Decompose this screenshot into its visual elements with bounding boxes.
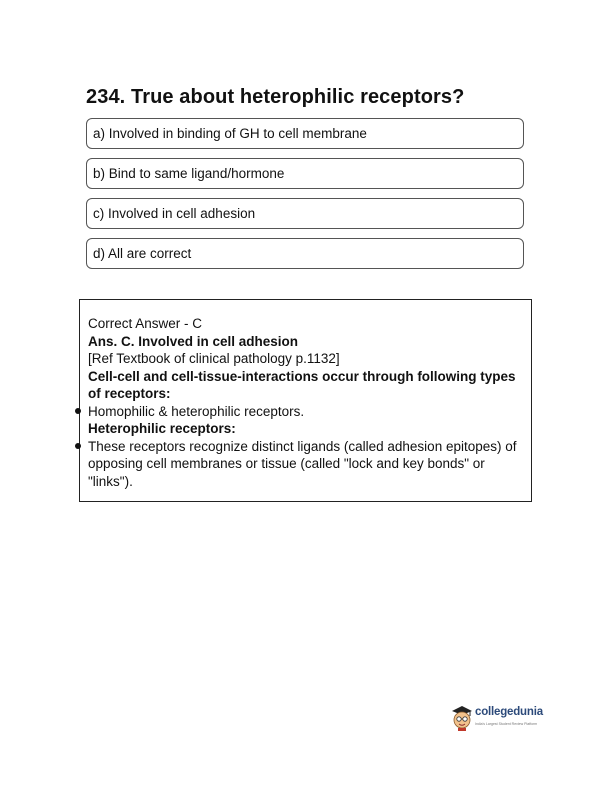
collegedunia-logo bbox=[451, 704, 551, 734]
receptor-types-heading: Cell-cell and cell-tissue-interactions occur through following types of receptors: bbox=[88, 368, 516, 401]
reference-line: [Ref Textbook of clinical pathology p.1132] bbox=[88, 351, 340, 366]
logo-tagline: India's Largest Student Review Platform bbox=[475, 722, 538, 726]
bullet-text: These receptors recognize distinct ligands (called adhesion epitopes) of opposing cell membranes or tissue (called "lock and key bonds" or "links"). bbox=[88, 438, 517, 489]
option-b[interactable]: b) Bind to same ligand/hormone bbox=[86, 158, 524, 189]
option-d[interactable]: d) All are correct bbox=[86, 238, 524, 269]
bullet-item bbox=[88, 438, 523, 491]
mascot-icon bbox=[451, 705, 473, 731]
correct-answer-line: Correct Answer - C bbox=[88, 316, 203, 331]
answer-line: Ans. C. Involved in cell adhesion bbox=[88, 333, 299, 349]
bullet-icon bbox=[75, 443, 81, 449]
heterophilic-heading: Heterophilic receptors: bbox=[88, 421, 236, 436]
answer-explanation-box bbox=[79, 299, 532, 502]
bullet-text: Homophilic & heterophilic receptors. bbox=[88, 403, 305, 419]
logo-wordmark: collegedunia bbox=[475, 706, 543, 718]
bullet-item bbox=[88, 403, 523, 421]
option-a[interactable]: a) Involved in binding of GH to cell membrane bbox=[86, 118, 524, 149]
question-title: 234. True about heterophilic receptors? bbox=[86, 86, 465, 108]
bullet-icon bbox=[75, 408, 81, 414]
option-c[interactable]: c) Involved in cell adhesion bbox=[86, 198, 524, 229]
